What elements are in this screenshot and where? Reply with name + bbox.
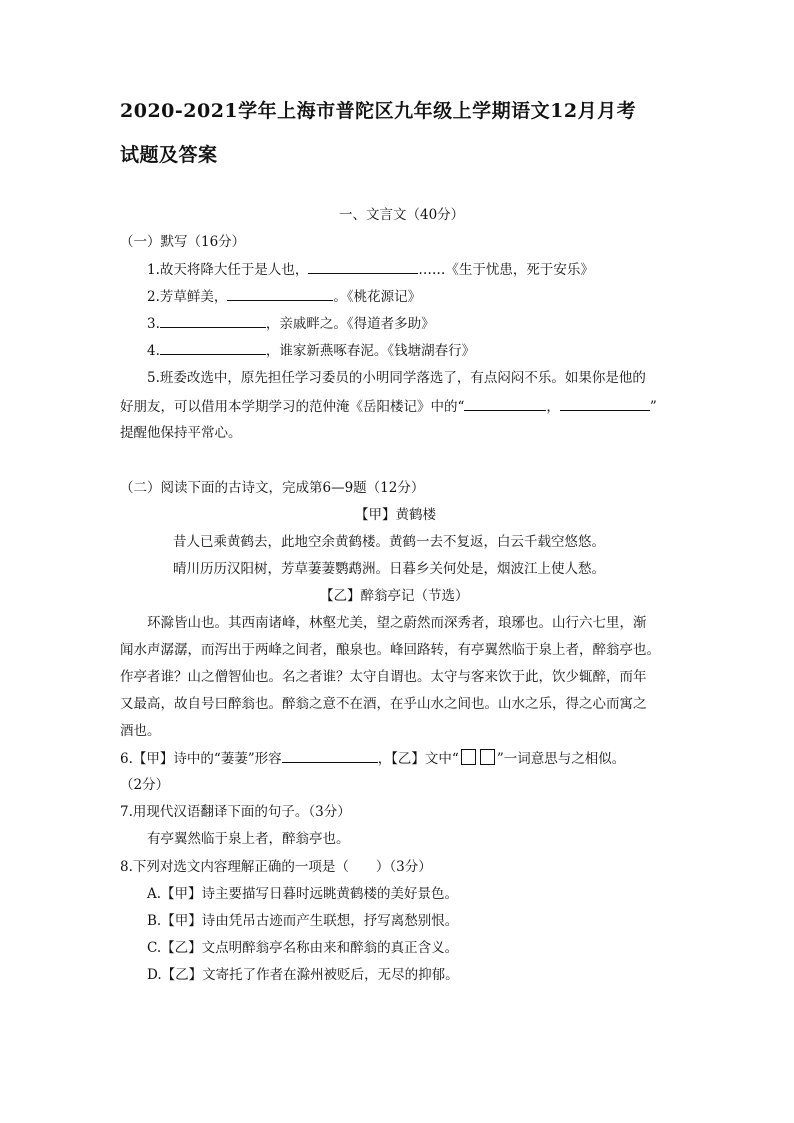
answer-blank-6a[interactable]	[282, 748, 378, 763]
poem-title: 【甲】黄鹤楼	[355, 507, 436, 523]
poem-line-1: 昔人已乘黄鹤去，此地空余黄鹤楼。黄鹤一去不复返，白云千载空悠悠。	[173, 534, 605, 550]
question-6-text: 6.【甲】诗中的“萋萋”形容	[120, 751, 282, 767]
question-5-line-3: 提醒他保持平常心。	[120, 425, 242, 441]
question-5-line-1: 5.班委改选中，原先担任学习委员的小明同学落选了，有点闷闷不乐。如果你是他的	[147, 370, 646, 386]
question-5-comma: ，	[546, 399, 560, 415]
question-1-text: 1.故天将降大任于是人也，	[147, 262, 309, 278]
question-1-source: ……《生于忧患，死于安乐》	[418, 262, 594, 278]
answer-blank-2[interactable]	[227, 286, 333, 301]
question-5-close-quote: ”	[649, 399, 657, 415]
question-8-option-a[interactable]: A.【甲】诗主要描写日暮时远眺黄鹤楼的美好景色。	[147, 886, 459, 902]
answer-blank-4[interactable]	[160, 340, 266, 355]
question-2-text: 2.芳草鲜美，	[147, 289, 228, 305]
question-6-score: （2分）	[120, 777, 170, 793]
answer-blank-3[interactable]	[160, 313, 266, 328]
prose-line: 环滁皆山也。其西南诸峰，林壑尤美，望之蔚然而深秀者，琅琊也。山行六七里，渐	[147, 615, 647, 631]
prose-line: 作亭者谁？山之僧智仙也。名之者谁？太守自谓也。太守与客来饮于此，饮少辄醉，而年	[120, 669, 647, 685]
question-8-option-b[interactable]: B.【甲】诗由凭吊古迹而产生联想，抒写离愁别恨。	[147, 913, 459, 929]
question-5-line-2	[120, 396, 657, 417]
part-heading-reading: （二）阅读下面的古诗文，完成第6—9题（12分）	[120, 480, 425, 496]
question-8-option-d[interactable]: D.【乙】文寄托了作者在滁州被贬后，无尽的抑郁。	[147, 967, 459, 983]
answer-blank-5b[interactable]	[560, 396, 650, 411]
section-heading-classical: 一、文言文（40分）	[339, 207, 465, 223]
question-6	[120, 748, 625, 769]
question-3-text: ，亲戚畔之。《得道者多助》	[265, 316, 435, 332]
question-5-prompt: 好朋友，可以借用本学期学习的范仲淹《岳阳楼记》中的“	[120, 399, 465, 415]
question-1	[147, 259, 594, 280]
question-2	[147, 286, 421, 307]
page-title-line-2: 试题及答案	[120, 144, 218, 166]
question-4	[147, 340, 475, 361]
prose-line: 又最高，故自号曰醉翁也。醉翁之意不在酒，在乎山水之间也。山水之乐，得之心而寓之	[120, 696, 647, 712]
answer-box-6-2[interactable]	[480, 749, 495, 765]
prose-line: 闻水声潺潺，而泻出于两峰之间者，酿泉也。峰回路转，有亭翼然临于泉上者，醉翁亭也。	[120, 642, 660, 658]
question-7-sentence: 有亭翼然临于泉上者，醉翁亭也。	[147, 831, 350, 847]
answer-box-6-1[interactable]	[461, 749, 476, 765]
question-6-end: ”一词意思与之相似。	[496, 751, 626, 767]
part-heading-dictation: （一）默写（16分）	[120, 234, 246, 250]
question-6-mid: ，【乙】文中“	[377, 751, 459, 767]
answer-blank-1[interactable]	[308, 259, 418, 274]
prose-line: 酒也。	[120, 723, 161, 739]
poem-line-2: 晴川历历汉阳树，芳草萋萋鹦鹉洲。日暮乡关何处是，烟波江上使人愁。	[173, 561, 605, 577]
answer-blank-5a[interactable]	[464, 396, 546, 411]
question-4-text: ，谁家新燕啄春泥。《钱塘湖春行》	[265, 343, 476, 359]
question-3	[147, 313, 435, 334]
question-8-option-c[interactable]: C.【乙】文点明醉翁亭名称由来和醉翁的真正含义。	[147, 940, 459, 956]
question-8: 8.下列对选文内容理解正确的一项是（ ）（3分）	[120, 859, 432, 875]
question-2-source: 。《桃花源记》	[333, 289, 422, 305]
page-title-line-1: 2020-2021学年上海市普陀区九年级上学期语文12月月考	[120, 100, 637, 122]
question-4-number: 4.	[147, 343, 160, 359]
question-3-number: 3.	[147, 316, 160, 332]
prose-title: 【乙】醉翁亭记（节选）	[320, 588, 469, 604]
question-7: 7.用现代汉语翻译下面的句子。（3分）	[120, 804, 351, 820]
